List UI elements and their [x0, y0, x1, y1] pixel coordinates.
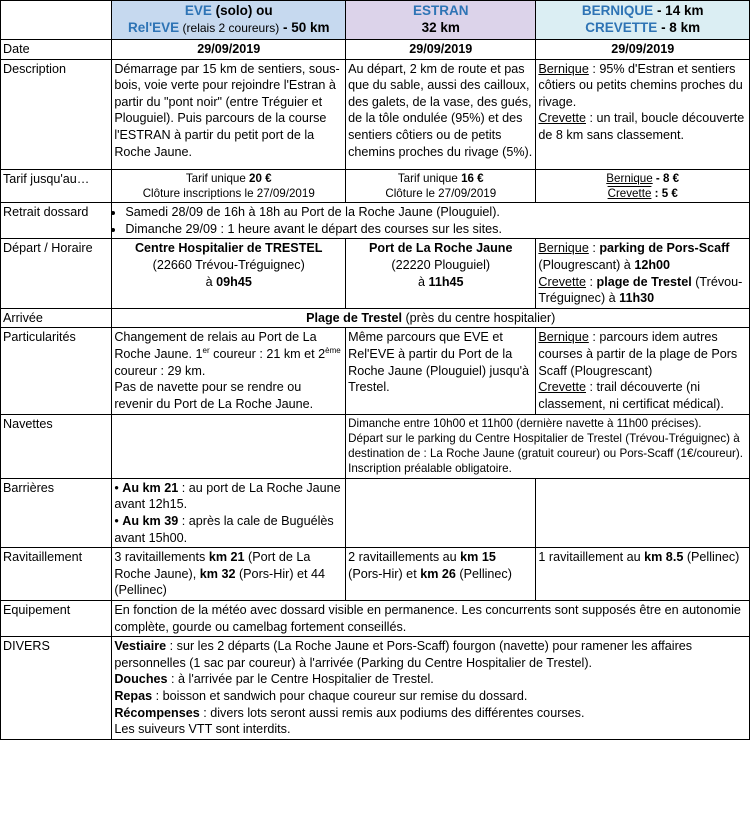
crevette-text: : trail découverte (ni classement, ni certificat médical). — [538, 380, 724, 411]
depart-place: Centre Hospitalier de TRESTEL — [134, 241, 323, 256]
row-date — [1, 40, 750, 60]
douches-label: Douches — [114, 672, 168, 687]
eve-solo: (solo) ou — [211, 3, 273, 19]
header-row — [1, 1, 750, 40]
sep: : — [586, 274, 597, 289]
row-navettes — [1, 414, 750, 478]
crevette-name: CREVETTE — [585, 20, 658, 35]
depart-estran — [346, 239, 536, 308]
sep: : — [588, 241, 600, 256]
bernique-label: Bernique — [606, 171, 653, 185]
row-label: Particularités — [1, 328, 112, 414]
depart-time: 11h30 — [619, 291, 655, 306]
eve-distance: - 50 km — [279, 20, 330, 35]
bernique-price: - 8 € — [652, 171, 680, 185]
tarif-price: 20 € — [249, 171, 272, 185]
repas-label: Repas — [114, 689, 153, 704]
navette-line: Départ sur le parking du Centre Hospitalier de Trestel (Trévou-Tréguignec) à destination de : La Roche Jaune (gratuit coureur) ou Pors-Scaff (1€/coureur). Inscription préalable obligatoire. — [348, 431, 743, 476]
row-label: Description — [1, 59, 112, 169]
barrier-text: : après la cale de Buguélès avant 15h00. — [114, 513, 334, 545]
tarif-estran — [346, 169, 536, 203]
arrivee-place: Plage de Trestel — [306, 310, 402, 325]
estran-distance: 32 km — [421, 20, 460, 35]
row-depart — [1, 239, 750, 308]
depart-city: (22220 Plouguiel) — [391, 258, 491, 273]
crevette-label: Crevette — [607, 186, 652, 200]
text: Changement de relais au Port de La Roche Jaune. 1 — [114, 330, 317, 362]
tarif-text: Tarif unique — [397, 171, 462, 185]
row-label: Navettes — [1, 414, 112, 478]
depart-city: (Plougrescant) à — [538, 258, 635, 273]
row-ravitaillement — [1, 548, 750, 601]
crevette-price: : 5 € — [651, 186, 678, 200]
bernique-name: BERNIQUE — [581, 3, 654, 19]
particularites-bernique — [536, 328, 750, 414]
km: km 21 — [208, 550, 245, 565]
navettes-details — [346, 414, 750, 478]
arrivee-note: (près du centre hospitalier) — [401, 310, 556, 325]
douches-text: : à l'arrivée par le Centre Hospitalier de Trestel. — [167, 672, 434, 687]
releve-suffix: (relais 2 coureurs) — [179, 21, 280, 35]
text: (Pors-Hir) et — [348, 566, 421, 581]
repas-text: : boisson et sandwich pour chaque coureur sur remise du dossard. — [152, 689, 528, 704]
releve-name: Rel'EVE — [127, 20, 180, 35]
recompenses-text: : divers lots seront aussi remis aux podiums des différentes courses. — [199, 705, 585, 720]
date-eve: 29/09/2019 — [112, 40, 346, 60]
barrier-text: : au port de La Roche Jaune avant 12h15. — [114, 480, 341, 512]
km: km 8.5 — [644, 550, 684, 565]
navette-note: Pas de navette pour se rendre ou revenir du Port de La Roche Jaune. — [114, 380, 314, 411]
text: coureur : 29 km. — [114, 363, 206, 378]
row-equipement — [1, 600, 750, 636]
depart-prefix: à — [205, 274, 217, 289]
text: 1 ravitaillement au — [538, 550, 645, 565]
row-arrivee — [1, 308, 750, 328]
depart-bernique — [536, 239, 750, 308]
row-label: Ravitaillement — [1, 548, 112, 601]
header-blank — [1, 1, 112, 40]
depart-time: 12h00 — [634, 258, 671, 273]
particularites-estran: Même parcours que EVE et Rel'EVE à partir du Port de la Roche Jaune (Plouguiel) jusqu'à Trestel. — [346, 328, 536, 414]
depart-time: 11h45 — [428, 274, 464, 289]
km: km 32 — [199, 566, 236, 581]
retrait-details — [112, 203, 750, 239]
barrieres-estran — [346, 478, 536, 547]
row-description — [1, 59, 750, 169]
row-divers — [1, 637, 750, 740]
bernique-distance: - 14 km — [653, 3, 704, 19]
tarif-deadline: Clôture inscriptions le 27/09/2019 — [142, 186, 315, 200]
depart-place: Port de La Roche Jaune — [369, 241, 513, 256]
depart-place: plage de Trestel — [596, 274, 692, 289]
row-label: Départ / Horaire — [1, 239, 112, 308]
row-label: Retrait dossard — [1, 203, 112, 239]
row-barrieres — [1, 478, 750, 547]
navettes-eve — [112, 414, 346, 478]
row-tarif — [1, 169, 750, 203]
tarif-price: 16 € — [461, 171, 484, 185]
depart-city: (22660 Trévou-Tréguignec) — [152, 258, 305, 273]
row-label: Tarif jusqu'au… — [1, 169, 112, 203]
barrieres-bernique — [536, 478, 750, 547]
date-bernique: 29/09/2019 — [536, 40, 750, 60]
divers-details — [112, 637, 750, 740]
tarif-text: Tarif unique — [185, 171, 250, 185]
sup: er — [202, 345, 210, 355]
date-estran: 29/09/2019 — [346, 40, 536, 60]
depart-place: parking de Pors-Scaff — [599, 241, 730, 256]
depart-time: 09h45 — [216, 274, 252, 289]
barrier-km: Au km 21 — [122, 480, 179, 495]
text: (Pors-Hir) et 44 (Pellinec) — [114, 566, 326, 598]
particularites-eve — [112, 328, 346, 414]
bernique-label: Bernique — [538, 241, 589, 256]
barrier-km: Au km 39 — [122, 513, 179, 528]
bernique-label: Bernique — [538, 330, 589, 345]
vtt-note: Les suiveurs VTT sont interdits. — [114, 722, 291, 737]
barrieres-eve: • Au km 21 : au port de La Roche Jaune avant 12h15. • Au km 39 : après la cale de Buguélès avant 15h00. — [112, 478, 346, 547]
km: km 15 — [460, 550, 496, 565]
depart-eve — [112, 239, 346, 308]
row-retrait — [1, 203, 750, 239]
text: 2 ravitaillements au — [348, 550, 461, 565]
tarif-bernique — [536, 169, 750, 203]
estran-name: ESTRAN — [413, 3, 469, 19]
description-estran: Au départ, 2 km de route et pas que du sable, aussi des cailloux, des galets, de la vase, des gués, de la tôle ondulée (95%) et des sentiers côtiers ou de petits chemins proches du rivage (5%). — [346, 59, 536, 169]
km: km 26 — [420, 566, 456, 581]
description-bernique — [536, 59, 750, 169]
header-eve — [112, 1, 346, 40]
text: (Pellinec) — [455, 566, 512, 581]
row-label: Barrières — [1, 478, 112, 547]
crevette-label: Crevette — [538, 111, 587, 126]
sup: ème — [325, 345, 341, 355]
text: (Pellinec) — [683, 550, 740, 565]
header-bernique-crevette — [536, 1, 750, 40]
row-particularites — [1, 328, 750, 414]
ravitaillement-eve — [112, 548, 346, 601]
row-label: Arrivée — [1, 308, 112, 328]
text: 3 ravitaillements — [114, 550, 209, 565]
crevette-label: Crevette — [538, 380, 587, 395]
row-label: DIVERS — [1, 637, 112, 740]
arrivee-details — [112, 308, 750, 328]
navette-line: Dimanche entre 10h00 et 11h00 (dernière navette à 11h00 précises). — [348, 416, 702, 430]
equipement-details: En fonction de la météo avec dossard visible en permanence. Les concurrents sont supposés être en autonomie complète, gourde ou camelbag fortement conseillés. — [112, 600, 750, 636]
header-estran — [346, 1, 536, 40]
tarif-eve — [112, 169, 346, 203]
retrait-item: • Dimanche 29/09 : 1 heure avant le départ des courses sur les sites. — [125, 221, 747, 238]
description-eve: Démarrage par 15 km de sentiers, sous-bois, voie verte pour rejoindre l'Estran à partir du "pont noir" (entre Tréguier et Plouguiel). Puis parcours de la course l'ESTRAN à partir du petit port de la Roche Jaune. — [112, 59, 346, 169]
ravitaillement-bernique — [536, 548, 750, 601]
crevette-desc: : un trail, boucle découverte de 8 km sans classement. — [538, 111, 745, 143]
crevette-distance: - 8 km — [657, 20, 701, 35]
row-label: Equipement — [1, 600, 112, 636]
retrait-item: • Samedi 28/09 de 16h à 18h au Port de la Roche Jaune (Plouguiel). — [125, 204, 747, 221]
vestiaire-label: Vestiaire — [114, 639, 167, 654]
crevette-label: Crevette — [538, 274, 587, 289]
vestiaire-text: : sur les 2 départs (La Roche Jaune et Pors-Scaff) fourgon (navette) pour ramener les affaires personnelles (1 sac par coureur) à l'arrivée (Parking du Centre Hospitalier de Trestel). — [114, 639, 693, 670]
text: (Port de La Roche Jaune), — [114, 550, 311, 581]
row-label: Date — [1, 40, 112, 60]
depart-prefix: à — [418, 274, 429, 289]
depart-city: (Trévou-Tréguignec) à — [538, 274, 743, 306]
bernique-desc: : 95% d'Estran et sentiers côtiers ou petits chemins proches du rivage. — [538, 61, 743, 109]
bernique-label: Bernique — [538, 61, 589, 76]
tarif-deadline: Clôture le 27/09/2019 — [385, 186, 497, 200]
text: coureur : 21 km et 2 — [209, 347, 326, 362]
eve-name: EVE — [184, 3, 212, 19]
recompenses-label: Récompenses — [114, 705, 200, 720]
bernique-text: : parcours idem autres courses à partir de la plage de Pors Scaff (Plougrescant) — [538, 330, 738, 378]
ravitaillement-estran — [346, 548, 536, 601]
